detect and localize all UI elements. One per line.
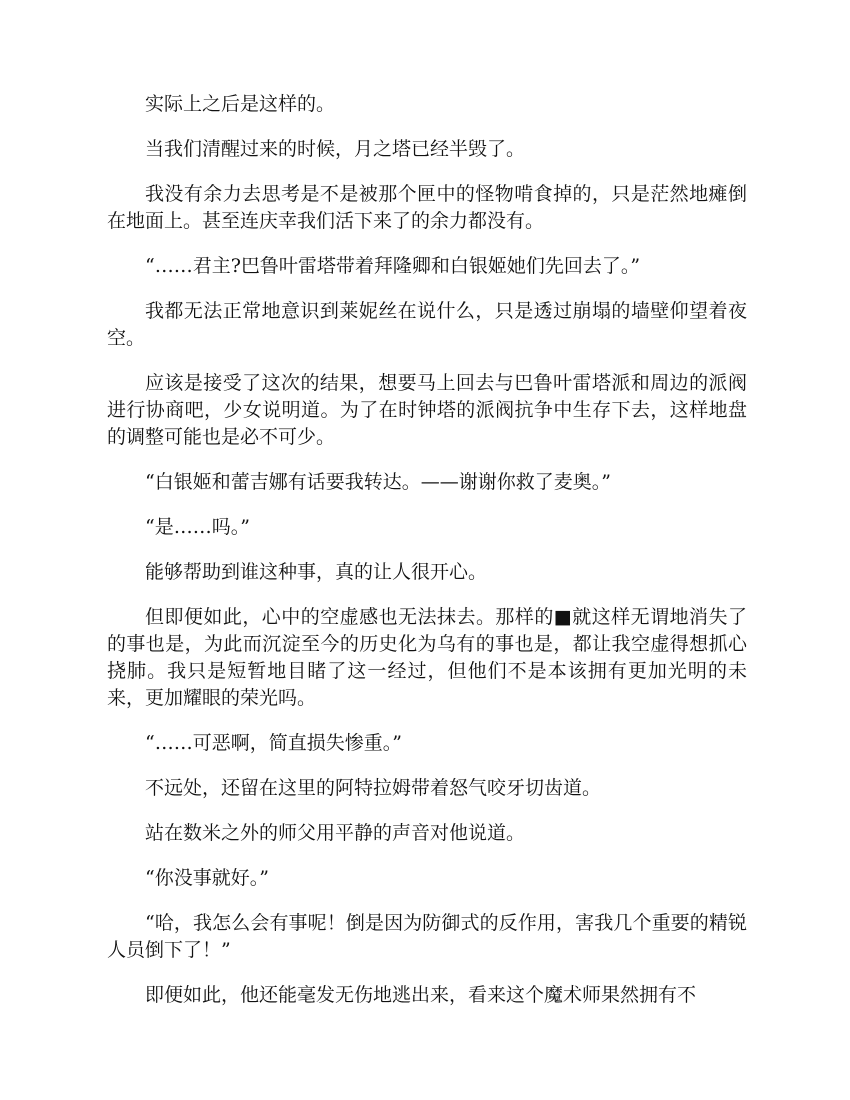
body-text xyxy=(107,91,747,1027)
paragraph: 站在数米之外的师父用平静的声音对他说道。 xyxy=(145,822,526,844)
paragraph: “白银姬和蕾吉娜有话要我转达。——谢谢你救了麦奥。” xyxy=(145,471,611,493)
paragraph: 不远处，还留在这里的阿特拉姆带着怒气咬牙切齿道。 xyxy=(145,777,602,799)
paragraph: “你没事就好。” xyxy=(145,867,269,889)
paragraph: 我没有余力去思考是不是被那个匣中的怪物啃食掉的，只是茫然地瘫倒在地面上。甚至连庆幸我们活下来了的余力都没有。 xyxy=(107,183,747,232)
paragraph: 应该是接受了这次的结果，想要马上回去与巴鲁叶雷塔派和周边的派阀进行协商吧，少女说明道。为了在时钟塔的派阀抗争中生存下去，这样地盘的调整可能也是必不可少。 xyxy=(107,372,747,448)
paragraph: “……君主?巴鲁叶雷塔带着拜隆卿和白银姬她们先回去了。” xyxy=(145,255,641,277)
paragraph: 能够帮助到谁这种事，真的让人很开心。 xyxy=(145,561,488,583)
paragraph: “是……吗。” xyxy=(145,516,250,538)
paragraph: 但即便如此，心中的空虚感也无法抹去。那样的■就这样无谓地消失了的事也是，为此而沉淀至今的历史化为乌有的事也是，都让我空虚得想抓心挠肺。我只是短暂地目睹了这一经过，但他们不是本该拥有更加光明的未来，更加耀眼的荣光吗。 xyxy=(107,606,747,709)
paragraph: “……可恶啊，简直损失惨重。” xyxy=(145,732,402,754)
paragraph: 实际上之后是这样的。 xyxy=(145,93,336,115)
paragraph: “哈，我怎么会有事呢！倒是因为防御式的反作用，害我几个重要的精锐人员倒下了！” xyxy=(107,912,747,961)
paragraph: 即便如此，他还能毫发无伤地逃出来，看来这个魔术师果然拥有不 xyxy=(145,984,697,1006)
paragraph: 当我们清醒过来的时候，月之塔已经半毁了。 xyxy=(145,138,526,160)
paragraph: 我都无法正常地意识到莱妮丝在说什么，只是透过崩塌的墙壁仰望着夜空。 xyxy=(107,300,747,349)
